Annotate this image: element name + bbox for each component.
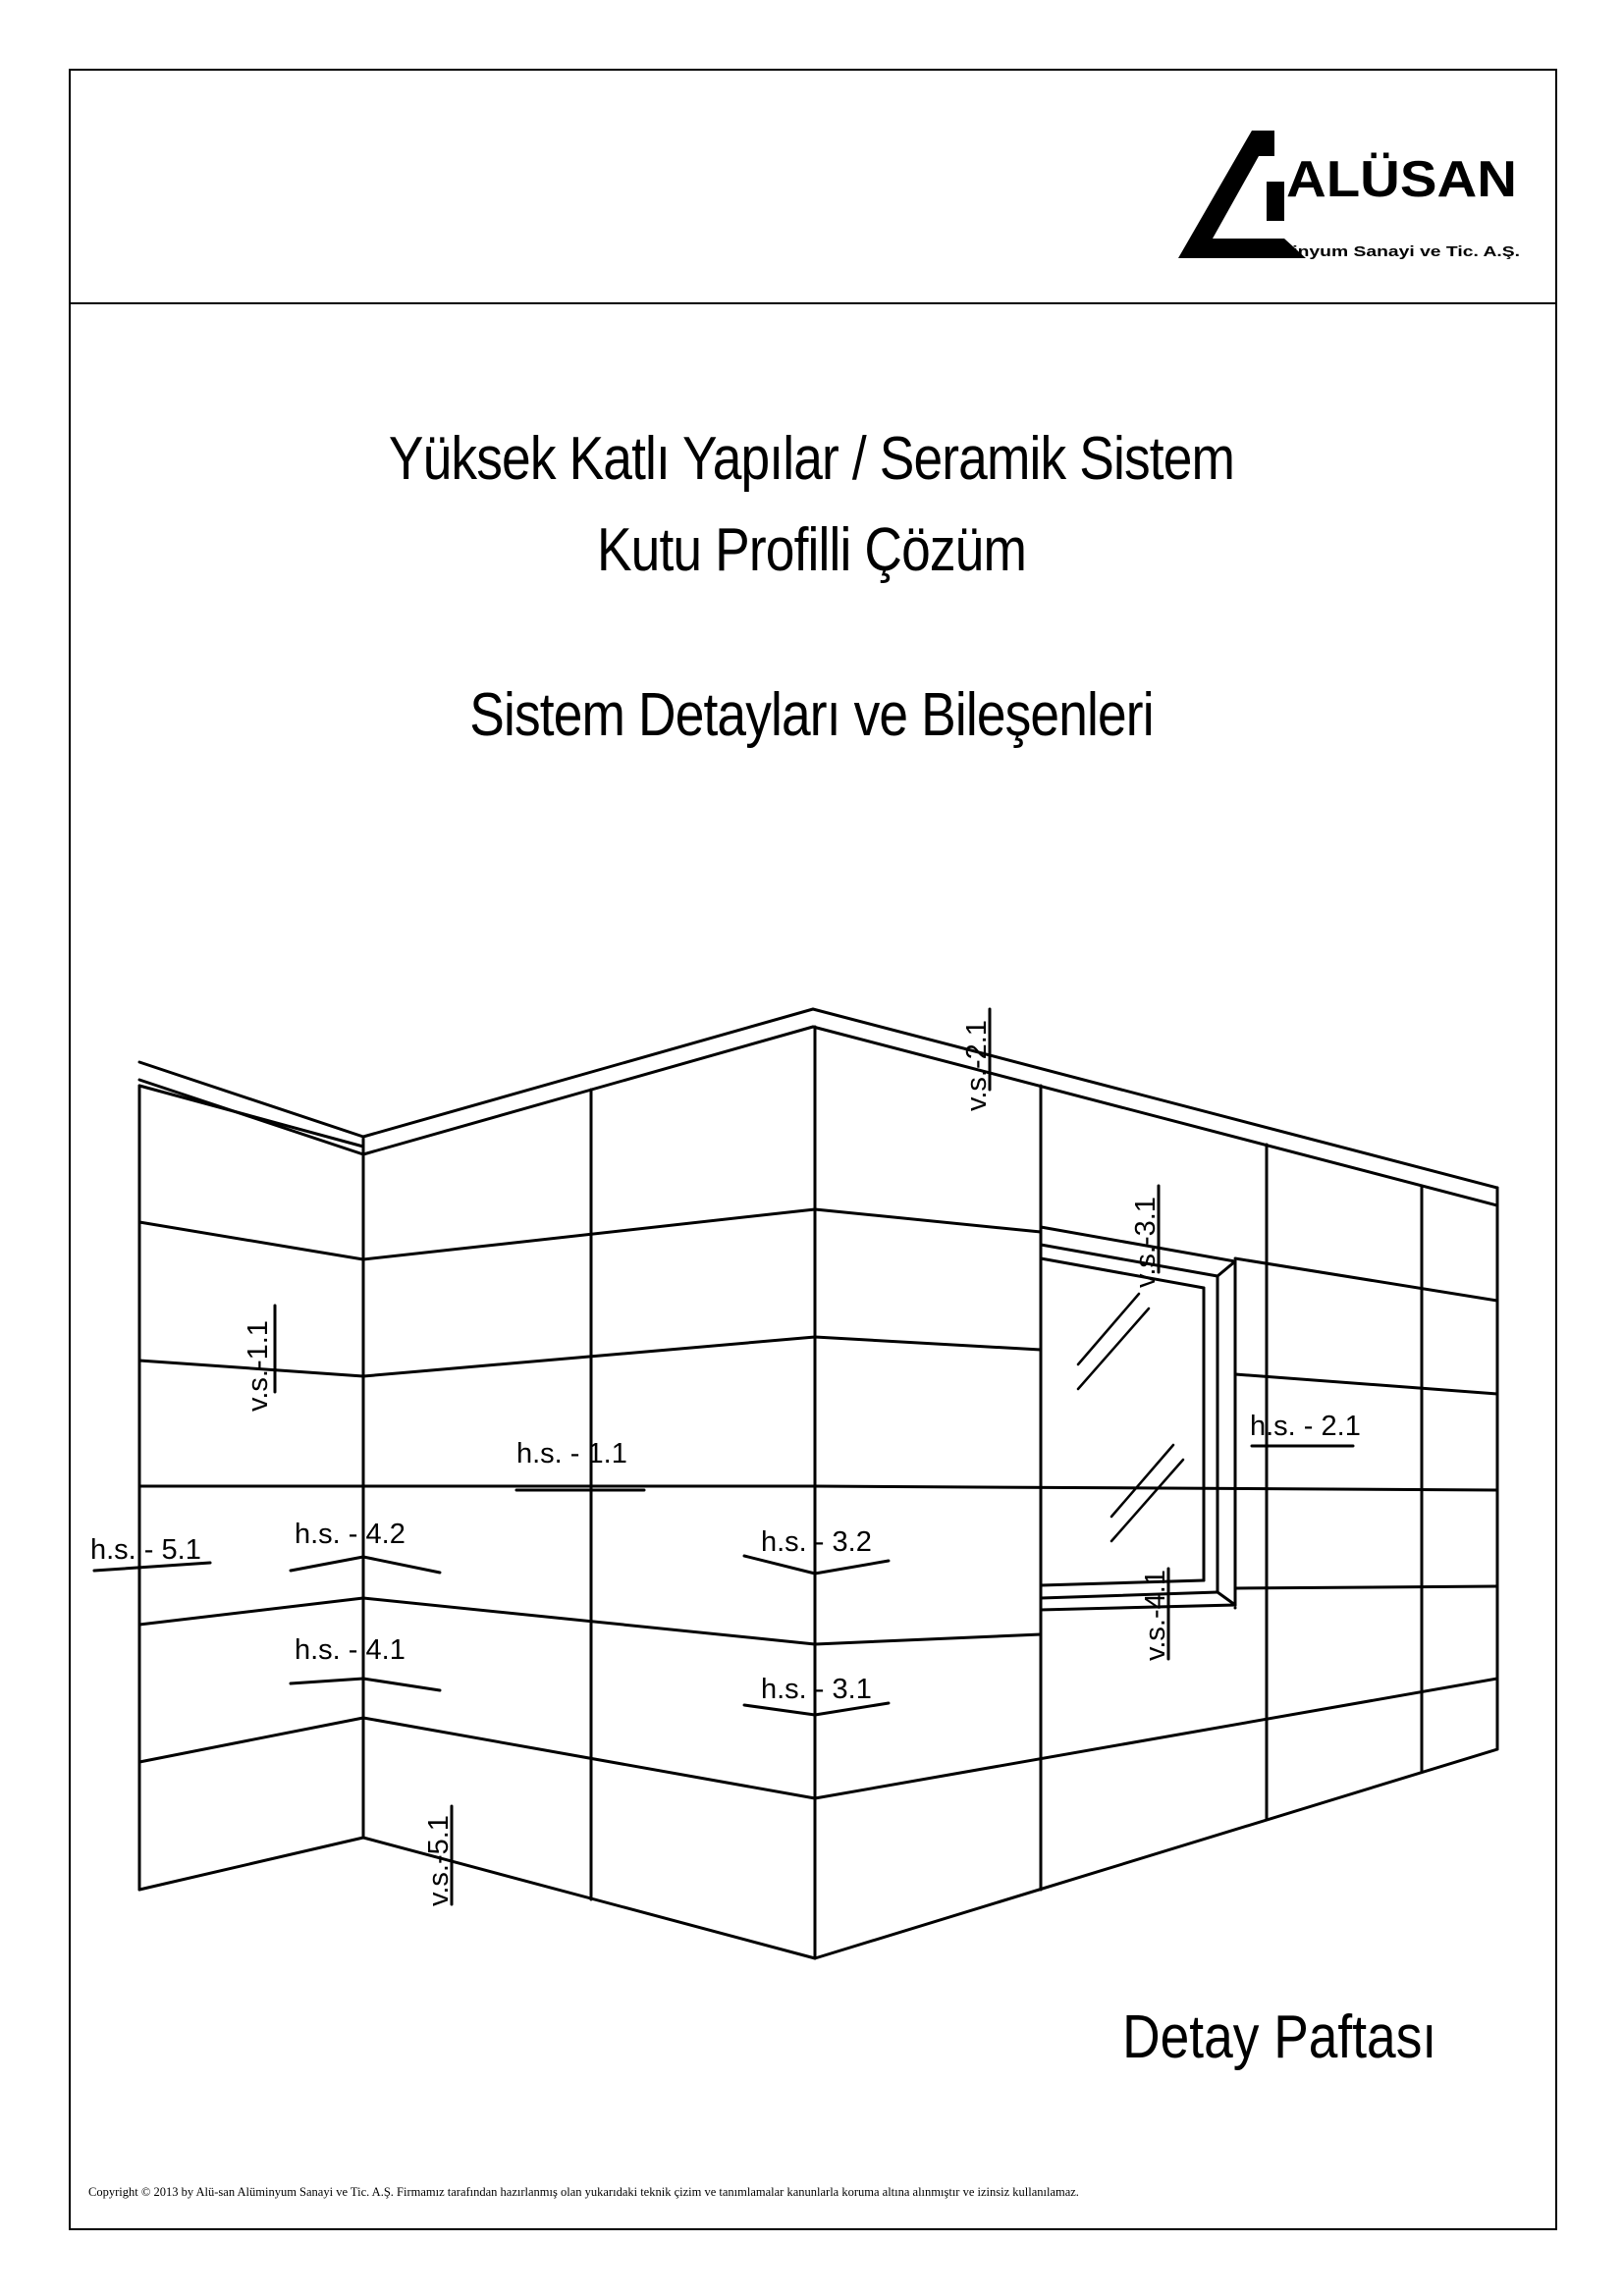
horizontal-joints-right (815, 1209, 1497, 1798)
label-hs-3-2: h.s. - 3.2 (761, 1526, 872, 1558)
label-hs-5-1: h.s. - 5.1 (90, 1534, 201, 1566)
horizontal-joints-middle (363, 1209, 815, 1798)
label-vs-1-1: v.s.-1.1 (243, 1320, 274, 1412)
label-hs-1-1: h.s. - 1.1 (516, 1438, 627, 1469)
sheet-title: Detay Paftası (1121, 2003, 1436, 2071)
label-hs-4-2: h.s. - 4.2 (295, 1519, 406, 1550)
vertical-joints (591, 1027, 1422, 1958)
title-line-1: Yüksek Katlı Yapılar / Seramik Sistem (388, 425, 1235, 493)
label-vs-3-1: v.s.-3.1 (1130, 1197, 1162, 1288)
label-hs-4-1: h.s. - 4.1 (295, 1634, 406, 1666)
logo-name: ALÜSAN (1286, 151, 1517, 208)
glass-hatch (1078, 1294, 1183, 1541)
copyright-notice: Copyright © 2013 by Alü-san Alüminyum Sanayi ve Tic. A.Ş. Firmamız tarafından hazırlanmış olan yukarıdaki teknik çizim ve tanımlamalar kanunlarla koruma altına alınmıştır ve izinsiz kullanılamaz. (88, 2185, 1079, 2199)
label-vs-2-1: v.s.-2.1 (961, 1020, 993, 1111)
title-line-2: Kutu Profilli Çözüm (596, 516, 1027, 584)
label-hs-3-1: h.s. - 3.1 (761, 1674, 872, 1705)
subtitle: Sistem Detayları ve Bileşenleri (469, 681, 1154, 749)
label-vs-4-1: v.s.-4.1 (1140, 1570, 1171, 1661)
logo-tagline: Alüminyum Sanayi ve Tic. A.Ş. (1245, 243, 1520, 260)
label-vs-5-1: v.s.-5.1 (423, 1815, 455, 1906)
parapet-coping (139, 1009, 1497, 1205)
label-hs-2-1: h.s. - 2.1 (1250, 1411, 1361, 1442)
